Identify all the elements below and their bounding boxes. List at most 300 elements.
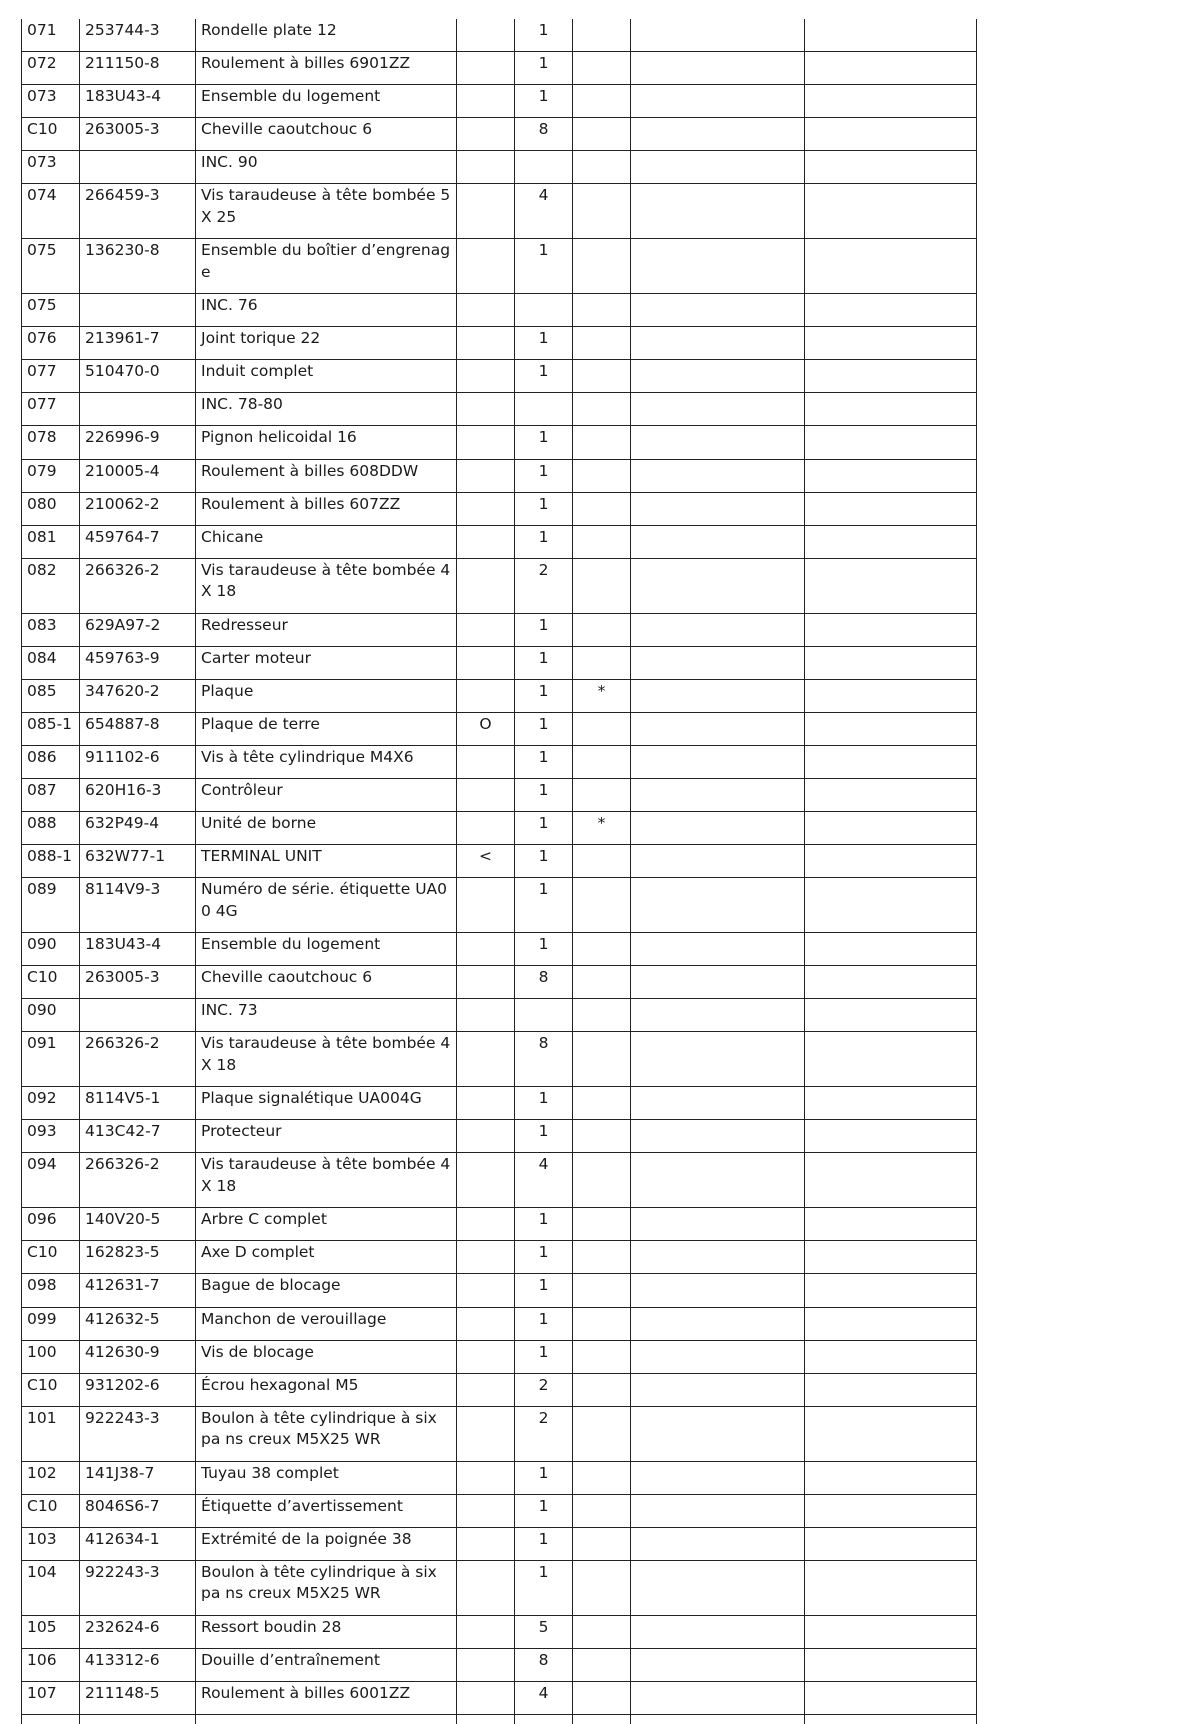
description-cell: Plaque de terre <box>196 712 457 745</box>
region-flag-cell <box>457 1032 515 1087</box>
quantity-cell: 1 <box>515 845 573 878</box>
blank-cell <box>631 184 805 239</box>
blank-cell <box>805 966 977 999</box>
item-number-cell: 082 <box>22 558 80 613</box>
item-number-cell: 090 <box>22 999 80 1032</box>
blank-cell <box>805 1340 977 1373</box>
description-cell: Plaque <box>196 679 457 712</box>
blank-cell <box>631 1406 805 1461</box>
part-number-cell: 263005-3 <box>80 966 196 999</box>
description-cell: Rondelle plate 12 <box>196 19 457 52</box>
region-flag-cell <box>457 812 515 845</box>
blank-cell <box>631 712 805 745</box>
note-mark-cell <box>573 151 631 184</box>
description-cell: Contrôleur <box>196 779 457 812</box>
item-number-cell: 071 <box>22 19 80 52</box>
table-row <box>22 294 977 327</box>
part-number-cell: 629A97-2 <box>80 613 196 646</box>
item-number-cell: C10 <box>22 1373 80 1406</box>
note-mark-cell <box>573 1461 631 1494</box>
description-cell: Ressort boudin 28 <box>196 1615 457 1648</box>
blank-cell <box>457 1714 515 1724</box>
region-flag-cell <box>457 558 515 613</box>
region-flag-cell <box>457 1527 515 1560</box>
note-mark-cell <box>573 1274 631 1307</box>
table-row <box>22 1241 977 1274</box>
blank-cell <box>631 1153 805 1208</box>
note-mark-cell <box>573 1120 631 1153</box>
blank-cell <box>805 812 977 845</box>
blank-cell <box>805 1648 977 1681</box>
part-number-cell: 413312-6 <box>80 1648 196 1681</box>
part-number-cell <box>80 294 196 327</box>
blank-cell <box>805 19 977 52</box>
blank-cell <box>805 1406 977 1461</box>
table-row <box>22 1648 977 1681</box>
note-mark-cell <box>573 19 631 52</box>
part-number-cell: 911102-6 <box>80 745 196 778</box>
description-cell: Redresseur <box>196 613 457 646</box>
note-mark-cell <box>573 360 631 393</box>
region-flag-cell <box>457 52 515 85</box>
blank-cell <box>631 933 805 966</box>
item-number-cell: 090 <box>22 933 80 966</box>
table-row <box>22 525 977 558</box>
description-cell: Boulon à tête cylindrique à six pa ns creux M5X25 WR <box>196 1560 457 1615</box>
quantity-cell: 1 <box>515 712 573 745</box>
part-number-cell <box>80 151 196 184</box>
table-row <box>22 1340 977 1373</box>
region-flag-cell <box>457 1373 515 1406</box>
description-cell: Vis taraudeuse à tête bombée 4X 18 <box>196 1032 457 1087</box>
note-mark-cell <box>573 999 631 1032</box>
item-number-cell: 075 <box>22 294 80 327</box>
blank-cell <box>805 933 977 966</box>
table-row <box>22 459 977 492</box>
blank-cell <box>631 1373 805 1406</box>
table-row <box>22 327 977 360</box>
table-row <box>22 845 977 878</box>
part-number-cell: 632P49-4 <box>80 812 196 845</box>
table-row <box>22 966 977 999</box>
region-flag-cell <box>457 294 515 327</box>
description-cell: Ensemble du boîtier d’engrenag e <box>196 239 457 294</box>
item-number-cell: 080 <box>22 492 80 525</box>
blank-cell <box>631 1681 805 1714</box>
blank-cell <box>631 393 805 426</box>
note-mark-cell <box>573 525 631 558</box>
table-row <box>22 1527 977 1560</box>
region-flag-cell: < <box>457 845 515 878</box>
table-row <box>22 878 977 933</box>
note-mark-cell <box>573 393 631 426</box>
note-mark-cell <box>573 1087 631 1120</box>
blank-cell <box>631 812 805 845</box>
blank-cell <box>631 779 805 812</box>
blank-cell <box>631 492 805 525</box>
item-number-cell: 100 <box>22 1340 80 1373</box>
quantity-cell: 1 <box>515 1494 573 1527</box>
quantity-cell <box>515 393 573 426</box>
item-number-cell: 084 <box>22 646 80 679</box>
note-mark-cell <box>573 878 631 933</box>
part-number-cell: 459764-7 <box>80 525 196 558</box>
region-flag-cell <box>457 184 515 239</box>
blank-cell <box>805 426 977 459</box>
part-number-cell <box>80 393 196 426</box>
blank-cell <box>805 1373 977 1406</box>
blank-cell <box>631 85 805 118</box>
region-flag-cell <box>457 327 515 360</box>
region-flag-cell <box>457 1560 515 1615</box>
region-flag-cell <box>457 360 515 393</box>
quantity-cell: 8 <box>515 1032 573 1087</box>
parts-table-body <box>22 19 977 1724</box>
quantity-cell: 1 <box>515 52 573 85</box>
description-cell: INC. 76 <box>196 294 457 327</box>
region-flag-cell <box>457 239 515 294</box>
description-cell: Numéro de série. étiquette UA00 4G <box>196 878 457 933</box>
blank-cell <box>631 1274 805 1307</box>
table-row <box>22 812 977 845</box>
blank-cell <box>805 1714 977 1724</box>
table-row <box>22 1208 977 1241</box>
part-number-cell: 8114V9-3 <box>80 878 196 933</box>
part-number-cell: 141J38-7 <box>80 1461 196 1494</box>
item-number-cell: 094 <box>22 1153 80 1208</box>
region-flag-cell <box>457 118 515 151</box>
item-number-cell: 078 <box>22 426 80 459</box>
quantity-cell <box>515 999 573 1032</box>
item-number-cell: 096 <box>22 1208 80 1241</box>
note-mark-cell <box>573 558 631 613</box>
table-row <box>22 1120 977 1153</box>
region-flag-cell <box>457 745 515 778</box>
region-flag-cell <box>457 1274 515 1307</box>
table-row <box>22 184 977 239</box>
quantity-cell: 1 <box>515 933 573 966</box>
part-number-cell: 183U43-4 <box>80 933 196 966</box>
part-number-cell: 620H16-3 <box>80 779 196 812</box>
quantity-cell: 2 <box>515 1373 573 1406</box>
blank-cell <box>805 1241 977 1274</box>
blank-cell <box>805 151 977 184</box>
blank-cell <box>631 613 805 646</box>
item-number-cell: 098 <box>22 1274 80 1307</box>
blank-cell <box>22 1714 80 1724</box>
region-flag-cell <box>457 1208 515 1241</box>
note-mark-cell <box>573 52 631 85</box>
quantity-cell <box>515 151 573 184</box>
part-number-cell: 266326-2 <box>80 558 196 613</box>
note-mark-cell <box>573 779 631 812</box>
quantity-cell: 1 <box>515 1208 573 1241</box>
part-number-cell: 232624-6 <box>80 1615 196 1648</box>
note-mark-cell: * <box>573 812 631 845</box>
item-number-cell: 103 <box>22 1527 80 1560</box>
part-number-cell: 162823-5 <box>80 1241 196 1274</box>
blank-cell <box>631 327 805 360</box>
blank-cell <box>805 613 977 646</box>
blank-cell <box>631 426 805 459</box>
note-mark-cell <box>573 712 631 745</box>
part-number-cell: 632W77-1 <box>80 845 196 878</box>
quantity-cell: 1 <box>515 1340 573 1373</box>
blank-cell <box>805 1560 977 1615</box>
quantity-cell: 1 <box>515 492 573 525</box>
blank-cell <box>515 1714 573 1724</box>
blank-cell <box>805 525 977 558</box>
table-row <box>22 1615 977 1648</box>
item-number-cell: 092 <box>22 1087 80 1120</box>
note-mark-cell <box>573 492 631 525</box>
note-mark-cell <box>573 933 631 966</box>
region-flag-cell <box>457 1087 515 1120</box>
table-row <box>22 19 977 52</box>
item-number-cell: 099 <box>22 1307 80 1340</box>
region-flag-cell <box>457 151 515 184</box>
note-mark-cell <box>573 1307 631 1340</box>
blank-cell <box>805 999 977 1032</box>
description-cell: Vis taraudeuse à tête bombée 4X 18 <box>196 558 457 613</box>
quantity-cell: 8 <box>515 1648 573 1681</box>
blank-cell <box>805 360 977 393</box>
item-number-cell: 106 <box>22 1648 80 1681</box>
item-number-cell: 073 <box>22 85 80 118</box>
region-flag-cell <box>457 646 515 679</box>
region-flag-cell <box>457 19 515 52</box>
item-number-cell: 072 <box>22 52 80 85</box>
note-mark-cell <box>573 1373 631 1406</box>
description-cell: INC. 78-80 <box>196 393 457 426</box>
quantity-cell: 1 <box>515 85 573 118</box>
quantity-cell: 1 <box>515 1527 573 1560</box>
item-number-cell: 087 <box>22 779 80 812</box>
item-number-cell: C10 <box>22 1241 80 1274</box>
table-row <box>22 745 977 778</box>
note-mark-cell <box>573 184 631 239</box>
quantity-cell: 1 <box>515 459 573 492</box>
table-row <box>22 999 977 1032</box>
region-flag-cell <box>457 933 515 966</box>
blank-cell <box>805 492 977 525</box>
blank-cell <box>805 1120 977 1153</box>
quantity-cell: 1 <box>515 1560 573 1615</box>
description-cell: Roulement à billes 6901ZZ <box>196 52 457 85</box>
description-cell: Cheville caoutchouc 6 <box>196 118 457 151</box>
item-number-cell: 104 <box>22 1560 80 1615</box>
item-number-cell: 077 <box>22 393 80 426</box>
blank-cell <box>631 646 805 679</box>
blank-cell <box>631 1032 805 1087</box>
description-cell: Vis taraudeuse à tête bombée 4X 18 <box>196 1153 457 1208</box>
note-mark-cell <box>573 294 631 327</box>
blank-cell <box>631 1307 805 1340</box>
region-flag-cell <box>457 1406 515 1461</box>
description-cell: Carter moteur <box>196 646 457 679</box>
part-number-cell: 459763-9 <box>80 646 196 679</box>
blank-cell <box>631 1241 805 1274</box>
note-mark-cell <box>573 1681 631 1714</box>
part-number-cell: 211148-5 <box>80 1681 196 1714</box>
note-mark-cell <box>573 327 631 360</box>
region-flag-cell <box>457 613 515 646</box>
description-cell: Unité de borne <box>196 812 457 845</box>
table-row <box>22 1560 977 1615</box>
item-number-cell: 083 <box>22 613 80 646</box>
blank-cell <box>805 118 977 151</box>
note-mark-cell <box>573 845 631 878</box>
blank-cell <box>805 1307 977 1340</box>
quantity-cell: 1 <box>515 1461 573 1494</box>
quantity-cell: 4 <box>515 1681 573 1714</box>
quantity-cell: 1 <box>515 426 573 459</box>
blank-cell <box>631 1340 805 1373</box>
item-number-cell: 086 <box>22 745 80 778</box>
part-number-cell: 347620-2 <box>80 679 196 712</box>
blank-cell <box>805 712 977 745</box>
note-mark-cell <box>573 1241 631 1274</box>
part-number-cell: 654887-8 <box>80 712 196 745</box>
blank-cell <box>631 1648 805 1681</box>
region-flag-cell <box>457 779 515 812</box>
table-row <box>22 679 977 712</box>
table-row <box>22 558 977 613</box>
description-cell: Écrou hexagonal M5 <box>196 1373 457 1406</box>
part-number-cell: 413C42-7 <box>80 1120 196 1153</box>
blank-cell <box>805 327 977 360</box>
quantity-cell: 1 <box>515 1120 573 1153</box>
blank-cell <box>805 459 977 492</box>
item-number-cell: 085-1 <box>22 712 80 745</box>
description-cell: Protecteur <box>196 1120 457 1153</box>
quantity-cell <box>515 294 573 327</box>
table-row <box>22 1032 977 1087</box>
item-number-cell: 107 <box>22 1681 80 1714</box>
blank-cell <box>631 1527 805 1560</box>
blank-cell <box>631 966 805 999</box>
blank-cell <box>631 1615 805 1648</box>
description-cell: Boulon à tête cylindrique à six pa ns creux M5X25 WR <box>196 1406 457 1461</box>
description-cell: Axe D complet <box>196 1241 457 1274</box>
note-mark-cell <box>573 745 631 778</box>
blank-cell <box>805 745 977 778</box>
item-number-cell: 077 <box>22 360 80 393</box>
description-cell: Joint torique 22 <box>196 327 457 360</box>
parts-list-page <box>21 19 977 1724</box>
part-number-cell: 266326-2 <box>80 1153 196 1208</box>
blank-cell <box>805 393 977 426</box>
part-number-cell: 136230-8 <box>80 239 196 294</box>
blank-cell <box>805 52 977 85</box>
item-number-cell: 088-1 <box>22 845 80 878</box>
description-cell: Roulement à billes 6001ZZ <box>196 1681 457 1714</box>
note-mark-cell <box>573 1208 631 1241</box>
quantity-cell: 1 <box>515 239 573 294</box>
blank-cell <box>631 999 805 1032</box>
table-row <box>22 239 977 294</box>
quantity-cell: 1 <box>515 812 573 845</box>
region-flag-cell <box>457 878 515 933</box>
description-cell: Induit complet <box>196 360 457 393</box>
quantity-cell: 1 <box>515 679 573 712</box>
region-flag-cell <box>457 1153 515 1208</box>
blank-cell <box>631 745 805 778</box>
description-cell: Vis de blocage <box>196 1340 457 1373</box>
blank-cell <box>805 1681 977 1714</box>
region-flag-cell <box>457 1241 515 1274</box>
part-number-cell: 266326-2 <box>80 1032 196 1087</box>
note-mark-cell <box>573 1615 631 1648</box>
blank-cell <box>631 1461 805 1494</box>
part-number-cell: 140V20-5 <box>80 1208 196 1241</box>
parts-table <box>21 19 977 1724</box>
region-flag-cell <box>457 999 515 1032</box>
quantity-cell: 1 <box>515 613 573 646</box>
note-mark-cell <box>573 1153 631 1208</box>
part-number-cell: 226996-9 <box>80 426 196 459</box>
blank-cell <box>805 1032 977 1087</box>
item-number-cell: 093 <box>22 1120 80 1153</box>
blank-cell <box>631 1494 805 1527</box>
item-number-cell: 101 <box>22 1406 80 1461</box>
blank-cell <box>631 558 805 613</box>
table-row <box>22 933 977 966</box>
part-number-cell: 253744-3 <box>80 19 196 52</box>
note-mark-cell <box>573 1560 631 1615</box>
table-row <box>22 85 977 118</box>
table-row <box>22 1153 977 1208</box>
note-mark-cell <box>573 1527 631 1560</box>
region-flag-cell <box>457 85 515 118</box>
description-cell: TERMINAL UNIT <box>196 845 457 878</box>
blank-cell <box>196 1714 457 1724</box>
region-flag-cell <box>457 1461 515 1494</box>
table-row <box>22 646 977 679</box>
description-cell: Roulement à billes 608DDW <box>196 459 457 492</box>
description-cell: Manchon de verouillage <box>196 1307 457 1340</box>
table-row <box>22 1373 977 1406</box>
blank-cell <box>805 1615 977 1648</box>
item-number-cell: 105 <box>22 1615 80 1648</box>
quantity-cell: 5 <box>515 1615 573 1648</box>
region-flag-cell <box>457 1340 515 1373</box>
part-number-cell: 183U43-4 <box>80 85 196 118</box>
table-row <box>22 1406 977 1461</box>
region-flag-cell <box>457 492 515 525</box>
blank-cell <box>631 1714 805 1724</box>
part-number-cell: 931202-6 <box>80 1373 196 1406</box>
table-row <box>22 779 977 812</box>
blank-cell <box>631 1120 805 1153</box>
table-row <box>22 613 977 646</box>
part-number-cell <box>80 999 196 1032</box>
item-number-cell: 102 <box>22 1461 80 1494</box>
blank-cell <box>631 239 805 294</box>
part-number-cell: 510470-0 <box>80 360 196 393</box>
description-cell: Chicane <box>196 525 457 558</box>
blank-cell <box>805 878 977 933</box>
blank-cell <box>805 239 977 294</box>
quantity-cell: 1 <box>515 1274 573 1307</box>
blank-cell <box>631 118 805 151</box>
region-flag-cell <box>457 1120 515 1153</box>
blank-cell <box>631 52 805 85</box>
blank-cell <box>631 878 805 933</box>
blank-cell <box>631 151 805 184</box>
item-number-cell: C10 <box>22 966 80 999</box>
region-flag-cell <box>457 459 515 492</box>
